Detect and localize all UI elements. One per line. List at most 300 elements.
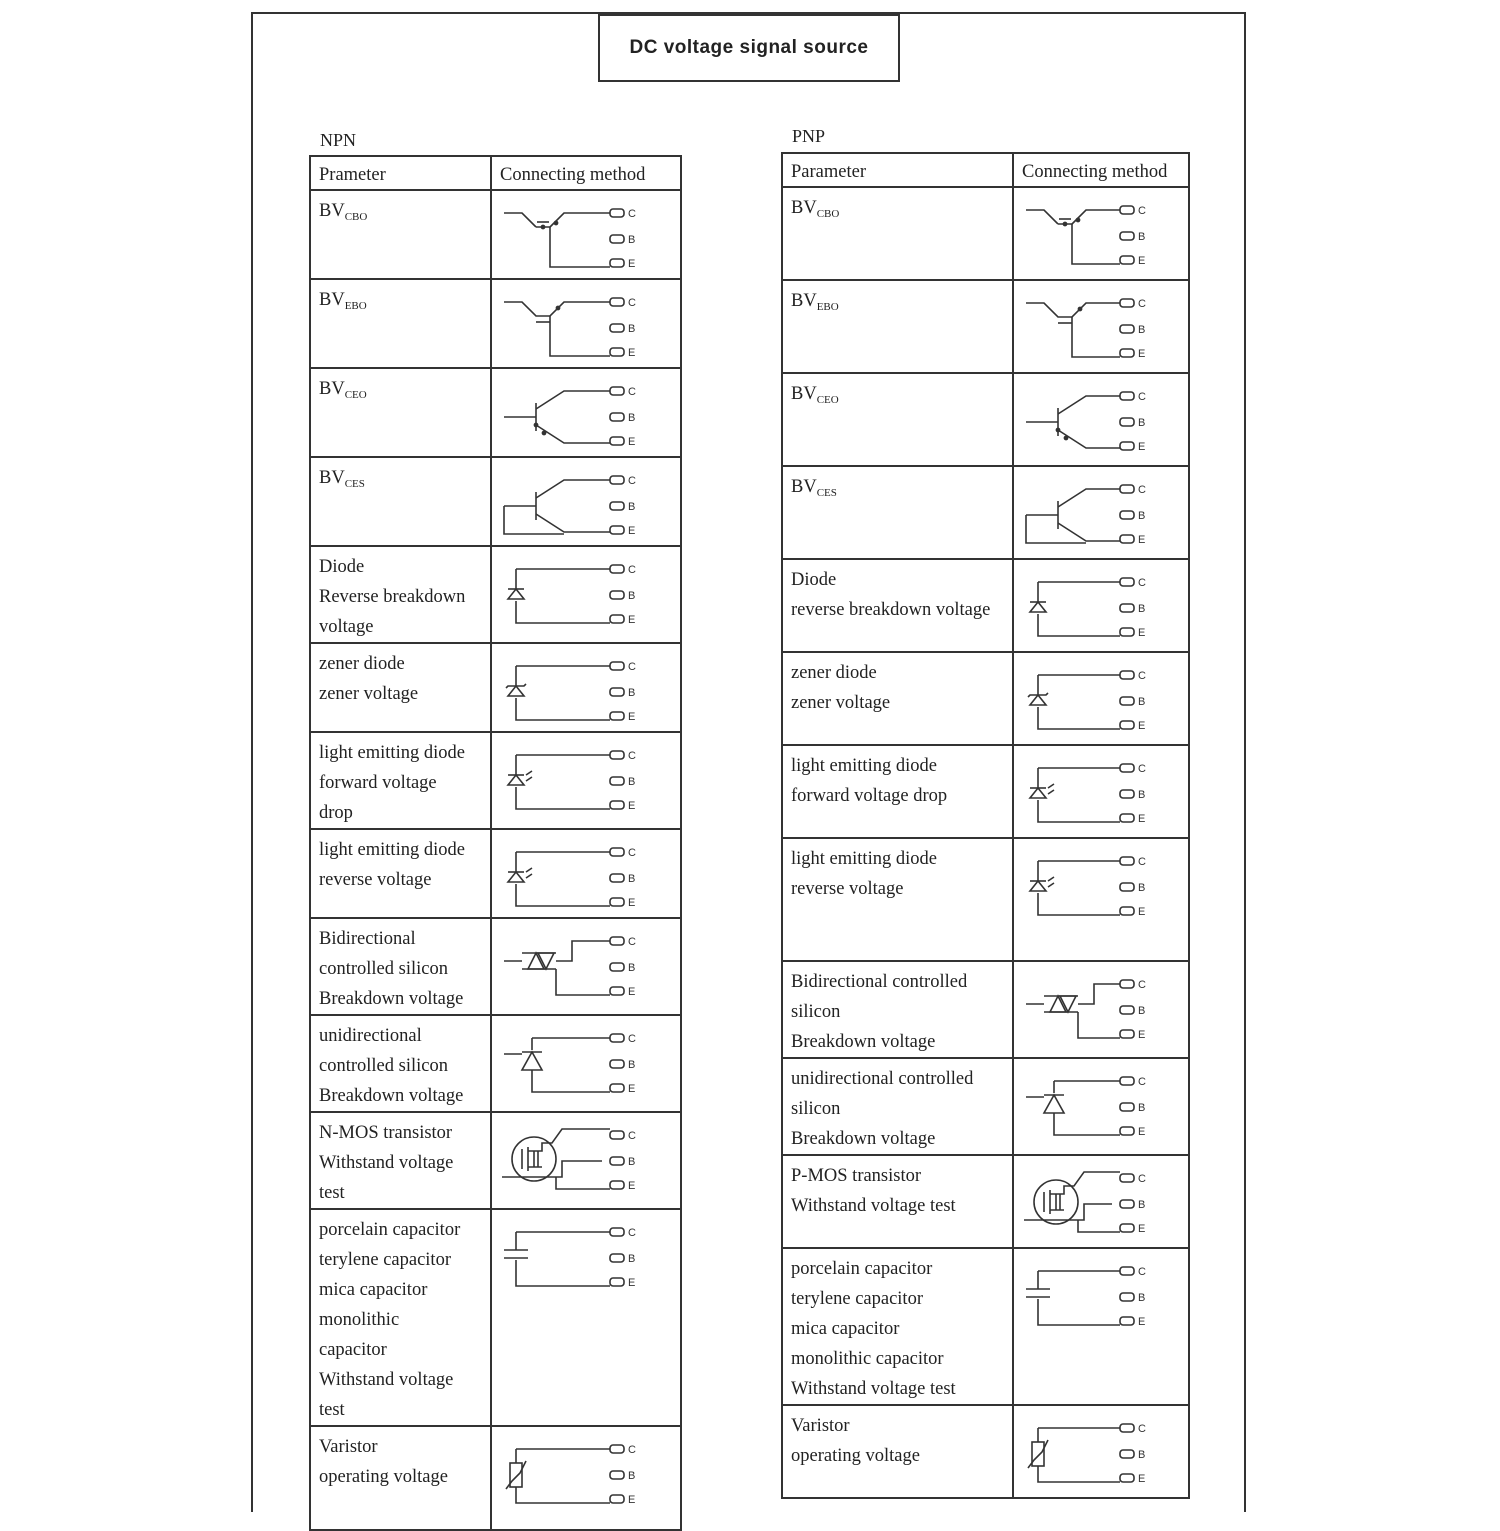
npn-table: [309, 155, 682, 1531]
terminal-label: B: [1138, 1102, 1146, 1114]
scr-circuit-icon: [1014, 1065, 1182, 1145]
terminal-b-icon: [1120, 1103, 1134, 1111]
parameter-subscript: CEO: [816, 394, 839, 406]
parameter-cell: [310, 279, 491, 368]
terminal-label: C: [1138, 1266, 1146, 1278]
terminal-label: C: [1138, 391, 1146, 403]
terminal-c-icon: [1120, 764, 1134, 772]
terminal-c-icon: [1120, 1267, 1134, 1275]
terminal-b-icon: [610, 502, 624, 510]
terminal-c-icon: [1120, 980, 1134, 988]
table-row: [782, 1248, 1189, 1405]
terminal-c-icon: [610, 1445, 624, 1453]
parameter-text: light emitting diode forward voltage drop: [791, 756, 948, 806]
terminal-b-icon: [1120, 1293, 1134, 1301]
terminal-label: B: [628, 1253, 636, 1265]
parameter-symbol: BV: [791, 477, 817, 497]
terminal-b-icon: [610, 1471, 624, 1479]
parameter-text: zener diode zener voltage: [791, 663, 891, 713]
table-row: [310, 457, 681, 546]
terminal-label: B: [628, 1470, 636, 1482]
parameter-text: Varistor operating voltage: [319, 1437, 448, 1487]
terminal-b-icon: [1120, 604, 1134, 612]
table-row: [782, 1058, 1189, 1155]
table-row: [782, 961, 1189, 1058]
connecting-method-cell: [491, 829, 681, 918]
parameter-cell: [310, 190, 491, 279]
table-row: [782, 745, 1189, 838]
parameter-subscript: CES: [816, 487, 837, 499]
terminal-label: C: [628, 475, 636, 487]
terminal-c-icon: [610, 751, 624, 759]
terminal-label: B: [1138, 1449, 1146, 1461]
cap-circuit-icon: [1014, 1255, 1182, 1335]
parameter-cell: [310, 918, 491, 1015]
parameter-cell: [310, 457, 491, 546]
terminal-b-icon: [610, 235, 624, 243]
terminal-b-icon: [610, 413, 624, 421]
parameter-cell: [782, 373, 1013, 466]
parameter-text: porcelain capacitor terylene capacitor mica capacitor monolithic capacitor Withstand voltage test: [791, 1259, 956, 1399]
connecting-method-cell: [1013, 1405, 1189, 1498]
parameter-text: Diode reverse breakdown voltage: [791, 570, 991, 620]
connecting-method-cell: [491, 1015, 681, 1112]
connecting-method-cell: [491, 643, 681, 732]
connecting-method-cell: [491, 546, 681, 643]
terminal-c-icon: [610, 298, 624, 306]
terminal-label: C: [1138, 484, 1146, 496]
terminal-label: E: [1138, 441, 1146, 453]
led-circuit-icon: [492, 836, 672, 916]
connecting-method-cell: [1013, 961, 1189, 1058]
terminal-e-icon: [1120, 1317, 1134, 1325]
zener-circuit-icon: [1014, 659, 1182, 739]
parameter-cell: [782, 1405, 1013, 1498]
bjt-ces-circuit-icon: [492, 464, 672, 544]
terminal-c-icon: [610, 662, 624, 670]
terminal-b-icon: [610, 1254, 624, 1262]
parameter-text: light emitting diode reverse voltage: [791, 849, 937, 899]
terminal-c-icon: [610, 476, 624, 484]
terminal-label: B: [628, 323, 636, 335]
terminal-label: E: [628, 986, 636, 998]
terminal-label: B: [1138, 1292, 1146, 1304]
terminal-c-icon: [610, 1228, 624, 1236]
parameter-text: Bidirectional controlled silicon Breakdown voltage: [319, 929, 464, 1009]
terminal-label: E: [1138, 1316, 1146, 1328]
bjt-ebo-circuit-icon: [1014, 287, 1182, 367]
terminal-label: B: [1138, 789, 1146, 801]
parameter-text: zener diode zener voltage: [319, 654, 419, 704]
bjt-cbo-circuit-icon: [1014, 194, 1182, 274]
table-row: [782, 373, 1189, 466]
connecting-method-cell: [1013, 652, 1189, 745]
terminal-label: E: [628, 258, 636, 270]
terminal-label: E: [1138, 1223, 1146, 1235]
parameter-cell: [310, 829, 491, 918]
terminal-c-icon: [610, 565, 624, 573]
terminal-label: B: [628, 234, 636, 246]
terminal-label: C: [628, 1033, 636, 1045]
terminal-b-icon: [1120, 697, 1134, 705]
terminal-e-icon: [1120, 1030, 1134, 1038]
terminal-label: C: [1138, 670, 1146, 682]
parameter-symbol: BV: [319, 468, 345, 488]
table-row: [782, 1155, 1189, 1248]
parameter-subscript: EBO: [344, 300, 367, 312]
terminal-label: E: [628, 711, 636, 723]
terminal-label: B: [1138, 1199, 1146, 1211]
parameter-text: Diode Reverse breakdown voltage: [319, 557, 466, 637]
terminal-label: E: [1138, 720, 1146, 732]
terminal-b-icon: [1120, 232, 1134, 240]
terminal-c-icon: [1120, 206, 1134, 214]
bjt-ces-circuit-icon: [1014, 473, 1182, 553]
terminal-label: C: [628, 564, 636, 576]
terminal-label: B: [1138, 417, 1146, 429]
terminal-e-icon: [1120, 442, 1134, 450]
terminal-e-icon: [610, 1495, 624, 1503]
terminal-label: E: [628, 1277, 636, 1289]
parameter-cell: [782, 745, 1013, 838]
terminal-b-icon: [1120, 1006, 1134, 1014]
terminal-label: C: [628, 1227, 636, 1239]
parameter-cell: [782, 961, 1013, 1058]
table-row: [782, 838, 1189, 961]
terminal-c-icon: [610, 848, 624, 856]
varistor-circuit-icon: [1014, 1412, 1182, 1492]
parameter-symbol: BV: [319, 379, 345, 399]
terminal-label: B: [628, 873, 636, 885]
table-row: [310, 643, 681, 732]
terminal-label: E: [628, 1083, 636, 1095]
terminal-c-icon: [610, 1131, 624, 1139]
parameter-cell: [310, 643, 491, 732]
parameter-symbol: BV: [791, 291, 817, 311]
terminal-label: C: [1138, 1173, 1146, 1185]
terminal-label: C: [1138, 205, 1146, 217]
parameter-subscript: CEO: [344, 389, 367, 401]
terminal-e-icon: [610, 615, 624, 623]
terminal-c-icon: [1120, 1174, 1134, 1182]
terminal-label: C: [1138, 1076, 1146, 1088]
terminal-label: E: [628, 614, 636, 626]
table-row: [782, 1405, 1189, 1498]
parameter-text: light emitting diode forward voltage drop: [319, 743, 465, 823]
terminal-b-icon: [1120, 1450, 1134, 1458]
terminal-label: B: [628, 501, 636, 513]
diode-circuit-icon: [492, 553, 672, 633]
parameter-text: light emitting diode reverse voltage: [319, 840, 465, 890]
terminal-label: B: [1138, 510, 1146, 522]
terminal-label: B: [628, 962, 636, 974]
parameter-cell: [782, 187, 1013, 280]
terminal-label: E: [1138, 1029, 1146, 1041]
terminal-b-icon: [1120, 790, 1134, 798]
terminal-label: E: [628, 1180, 636, 1192]
scr-circuit-icon: [492, 1022, 672, 1102]
connecting-method-cell: [491, 732, 681, 829]
table-row: [782, 559, 1189, 652]
parameter-text: Varistor operating voltage: [791, 1416, 920, 1466]
parameter-symbol: BV: [791, 198, 817, 218]
mos-circuit-icon: [492, 1119, 672, 1199]
terminal-c-icon: [1120, 485, 1134, 493]
terminal-b-icon: [610, 1157, 624, 1165]
terminal-e-icon: [610, 898, 624, 906]
parameter-cell: [782, 652, 1013, 745]
triac-circuit-icon: [492, 925, 672, 1005]
terminal-c-icon: [1120, 1077, 1134, 1085]
terminal-e-icon: [610, 712, 624, 720]
bjt-cbo-circuit-icon: [492, 197, 672, 277]
terminal-label: C: [628, 1130, 636, 1142]
terminal-e-icon: [610, 987, 624, 995]
terminal-c-icon: [1120, 671, 1134, 679]
connecting-method-cell: [491, 918, 681, 1015]
table-row: [782, 187, 1189, 280]
terminal-label: B: [1138, 324, 1146, 336]
terminal-b-icon: [610, 591, 624, 599]
parameter-cell: [782, 1058, 1013, 1155]
terminal-e-icon: [610, 437, 624, 445]
parameter-cell: [310, 1015, 491, 1112]
terminal-e-icon: [610, 526, 624, 534]
npn-header-connecting-method: Connecting method: [491, 156, 681, 190]
terminal-e-icon: [1120, 628, 1134, 636]
table-row: [310, 546, 681, 643]
terminal-e-icon: [1120, 1474, 1134, 1482]
connecting-method-cell: [491, 279, 681, 368]
parameter-cell: [782, 466, 1013, 559]
terminal-label: E: [1138, 906, 1146, 918]
parameter-symbol: BV: [319, 290, 345, 310]
terminal-c-icon: [1120, 392, 1134, 400]
terminal-e-icon: [1120, 1127, 1134, 1135]
connecting-method-cell: [491, 368, 681, 457]
connecting-method-cell: [491, 190, 681, 279]
terminal-e-icon: [1120, 907, 1134, 915]
parameter-text: P-MOS transistor Withstand voltage test: [791, 1166, 956, 1216]
connecting-method-cell: [491, 1209, 681, 1426]
terminal-label: C: [1138, 763, 1146, 775]
page-title: DC voltage signal source: [598, 14, 900, 82]
terminal-label: E: [1138, 627, 1146, 639]
table-row: [782, 466, 1189, 559]
terminal-label: B: [1138, 603, 1146, 615]
connecting-method-cell: [1013, 466, 1189, 559]
terminal-c-icon: [1120, 299, 1134, 307]
connecting-method-cell: [1013, 838, 1189, 961]
terminal-label: E: [1138, 534, 1146, 546]
terminal-label: C: [1138, 577, 1146, 589]
terminal-label: B: [628, 687, 636, 699]
terminal-e-icon: [610, 1084, 624, 1092]
terminal-label: C: [628, 1444, 636, 1456]
terminal-label: E: [628, 1494, 636, 1506]
connecting-method-cell: [491, 1112, 681, 1209]
terminal-label: E: [628, 800, 636, 812]
parameter-subscript: CBO: [816, 208, 840, 220]
terminal-label: C: [1138, 979, 1146, 991]
terminal-label: C: [1138, 856, 1146, 868]
npn-section-label: NPN: [320, 130, 357, 150]
bjt-ebo-circuit-icon: [492, 286, 672, 366]
table-row: [310, 368, 681, 457]
terminal-label: B: [1138, 1005, 1146, 1017]
terminal-c-icon: [610, 387, 624, 395]
varistor-circuit-icon: [492, 1433, 672, 1513]
parameter-text: Bidirectional controlled silicon Breakdown voltage: [791, 972, 968, 1052]
terminal-e-icon: [610, 259, 624, 267]
terminal-label: E: [1138, 255, 1146, 267]
parameter-text: porcelain capacitor terylene capacitor mica capacitor monolithic capacitor Withstand voltage test: [319, 1220, 461, 1420]
table-row: [310, 918, 681, 1015]
table-row: [310, 1015, 681, 1112]
terminal-label: C: [628, 847, 636, 859]
terminal-b-icon: [1120, 418, 1134, 426]
parameter-cell: [782, 838, 1013, 961]
terminal-b-icon: [1120, 883, 1134, 891]
terminal-label: B: [628, 1156, 636, 1168]
parameter-symbol: BV: [319, 201, 345, 221]
parameter-cell: [310, 732, 491, 829]
terminal-label: E: [628, 347, 636, 359]
terminal-label: B: [628, 412, 636, 424]
terminal-label: B: [628, 776, 636, 788]
parameter-cell: [310, 1112, 491, 1209]
terminal-e-icon: [1120, 256, 1134, 264]
terminal-label: B: [628, 1059, 636, 1071]
parameter-symbol: BV: [791, 384, 817, 404]
parameter-cell: [782, 559, 1013, 652]
parameter-subscript: EBO: [816, 301, 839, 313]
bjt-ceo-circuit-icon: [492, 375, 672, 455]
terminal-label: C: [628, 297, 636, 309]
terminal-b-icon: [1120, 511, 1134, 519]
parameter-cell: [310, 546, 491, 643]
npn-header-parameter: Prameter: [310, 156, 491, 190]
table-row: [782, 280, 1189, 373]
table-row: [782, 652, 1189, 745]
connecting-method-cell: [1013, 280, 1189, 373]
connecting-method-cell: [1013, 1155, 1189, 1248]
parameter-cell: [310, 1209, 491, 1426]
terminal-b-icon: [610, 777, 624, 785]
terminal-b-icon: [610, 324, 624, 332]
terminal-e-icon: [610, 801, 624, 809]
terminal-label: B: [1138, 696, 1146, 708]
terminal-c-icon: [610, 937, 624, 945]
parameter-text: N-MOS transistor Withstand voltage test: [319, 1123, 454, 1203]
terminal-c-icon: [1120, 857, 1134, 865]
pnp-section-label: PNP: [792, 126, 826, 146]
terminal-label: C: [628, 936, 636, 948]
diode-circuit-icon: [1014, 566, 1182, 646]
table-row: [310, 732, 681, 829]
terminal-label: B: [1138, 882, 1146, 894]
terminal-c-icon: [1120, 578, 1134, 586]
bjt-ceo-circuit-icon: [1014, 380, 1182, 460]
table-row: [310, 1209, 681, 1426]
terminal-label: B: [628, 590, 636, 602]
parameter-cell: [782, 1155, 1013, 1248]
connecting-method-cell: [1013, 745, 1189, 838]
table-row: [310, 1426, 681, 1530]
triac-circuit-icon: [1014, 968, 1182, 1048]
terminal-e-icon: [610, 348, 624, 356]
parameter-text: unidirectional controlled silicon Breakdown voltage: [791, 1069, 974, 1149]
connecting-method-cell: [491, 457, 681, 546]
connecting-method-cell: [1013, 1058, 1189, 1155]
terminal-label: E: [1138, 1473, 1146, 1485]
table-row: [310, 1112, 681, 1209]
connecting-method-cell: [491, 1426, 681, 1530]
terminal-e-icon: [1120, 349, 1134, 357]
table-row: [310, 190, 681, 279]
table-row: [310, 829, 681, 918]
terminal-b-icon: [1120, 1200, 1134, 1208]
pnp-header-connecting-method: Connecting method: [1013, 153, 1189, 187]
terminal-b-icon: [1120, 325, 1134, 333]
led-circuit-icon: [1014, 752, 1182, 832]
terminal-b-icon: [610, 963, 624, 971]
terminal-e-icon: [1120, 535, 1134, 543]
table-row: [310, 279, 681, 368]
connecting-method-cell: [1013, 373, 1189, 466]
terminal-label: C: [1138, 1423, 1146, 1435]
terminal-b-icon: [610, 1060, 624, 1068]
terminal-e-icon: [610, 1278, 624, 1286]
parameter-cell: [782, 280, 1013, 373]
terminal-label: C: [628, 661, 636, 673]
parameter-subscript: CES: [344, 478, 365, 490]
connecting-method-cell: [1013, 1248, 1189, 1405]
terminal-c-icon: [610, 1034, 624, 1042]
terminal-label: E: [1138, 1126, 1146, 1138]
terminal-label: E: [1138, 348, 1146, 360]
connecting-method-cell: [1013, 559, 1189, 652]
terminal-c-icon: [610, 209, 624, 217]
mos-circuit-icon: [1014, 1162, 1182, 1242]
terminal-b-icon: [610, 688, 624, 696]
terminal-label: C: [1138, 298, 1146, 310]
parameter-text: unidirectional controlled silicon Breakdown voltage: [319, 1026, 464, 1106]
terminal-label: C: [628, 750, 636, 762]
led-circuit-icon: [1014, 845, 1182, 925]
parameter-subscript: CBO: [344, 211, 368, 223]
parameter-cell: [310, 368, 491, 457]
parameter-cell: [310, 1426, 491, 1530]
zener-circuit-icon: [492, 650, 672, 730]
terminal-e-icon: [1120, 721, 1134, 729]
pnp-header-parameter: Parameter: [782, 153, 1013, 187]
terminal-label: E: [628, 436, 636, 448]
terminal-label: E: [1138, 813, 1146, 825]
cap-circuit-icon: [492, 1216, 672, 1296]
terminal-c-icon: [1120, 1424, 1134, 1432]
connecting-method-cell: [1013, 187, 1189, 280]
terminal-b-icon: [610, 874, 624, 882]
parameter-cell: [782, 1248, 1013, 1405]
terminal-e-icon: [1120, 814, 1134, 822]
terminal-label: C: [628, 386, 636, 398]
terminal-label: B: [1138, 231, 1146, 243]
terminal-label: E: [628, 897, 636, 909]
terminal-label: E: [628, 525, 636, 537]
terminal-e-icon: [610, 1181, 624, 1189]
pnp-table: [781, 152, 1190, 1499]
